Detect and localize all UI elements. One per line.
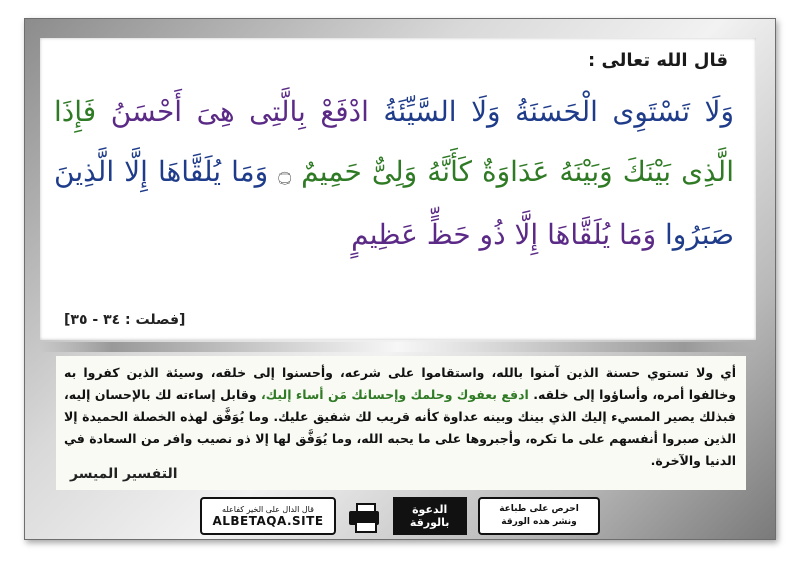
tafsir-part-1: أي ولا تستوي حسنة الذين آمنوا بالله، واستقاموا على شرعه، وأحسنوا إلى خلقه، وسيئة الذين كفروا به وخالفوا أمره، وأساؤوا إلى خلقه. xyxy=(64,365,737,402)
verse-part-2: ادْفَعْ بِالَّتِى هِىَ أَحْسَنُ xyxy=(110,95,369,128)
divider xyxy=(40,342,756,352)
site-slogan: قال الدال على الخير كفاعله xyxy=(222,504,314,514)
verse-reference: [فصلت : ٣٤ - ٣٥] xyxy=(64,312,186,328)
verse-panel xyxy=(40,38,756,340)
tafsir-panel xyxy=(56,356,746,490)
verse-lead: قال الله تعالى : xyxy=(587,50,728,71)
tafsir-part-3: وقابل إساءته لك بالإحسان إليه، فبذلك يصير المسيء إليك الذي بينك وبينه عداوة كأنه قريب لك شفيق عليك. وما يُوَفَّق لهذه الخصلة الحميدة إلا الذين صبروا أنفسهم على ما تكره، وأجبروها على ما يحبه الله، وما يُوَفَّق لها إلا ذو نصيب وافر من السعادة في الدنيا والآخرة. xyxy=(64,387,736,468)
print-note-line-2: ونشر هذه الورقة xyxy=(501,517,577,527)
print-note xyxy=(478,497,600,535)
tafsir-text xyxy=(64,362,736,472)
verse-part-1: وَلَا تَسْتَوِى الْحَسَنَةُ وَلَا السَّيِّئَةُ xyxy=(383,95,734,128)
verse-part-5: وَمَا يُلَقَّاهَا إِلَّا ذُو حَظٍّ عَظِيمٍ xyxy=(351,218,657,251)
site-url[interactable]: ALBETAQA.SITE xyxy=(212,513,324,528)
print-note-line-1: احرص على طباعة xyxy=(499,504,579,514)
verse-text xyxy=(54,82,734,265)
verse-part-3: فَإِذَا الَّذِى بَيْنَكَ وَبَيْنَهُ عَدَاوَةٌ كَأَنَّهُ وَلِىٌّ حَمِيمٌ xyxy=(54,95,734,188)
tafsir-part-2: ادفع بعفوك وحلمك وإحسانك مَن أساء إليك، xyxy=(261,387,529,402)
logo: الدعوة بالورقة xyxy=(393,497,467,535)
printer-icon xyxy=(347,501,381,531)
footer xyxy=(200,496,600,536)
tafsir-source: التفسير الميسر xyxy=(70,466,178,482)
ayah-end-icon: ۝ xyxy=(278,162,292,187)
verse-part-4: وَمَا يُلَقَّاهَا إِلَّا الَّذِينَ صَبَرُوا xyxy=(54,155,734,251)
site-box xyxy=(200,497,336,535)
